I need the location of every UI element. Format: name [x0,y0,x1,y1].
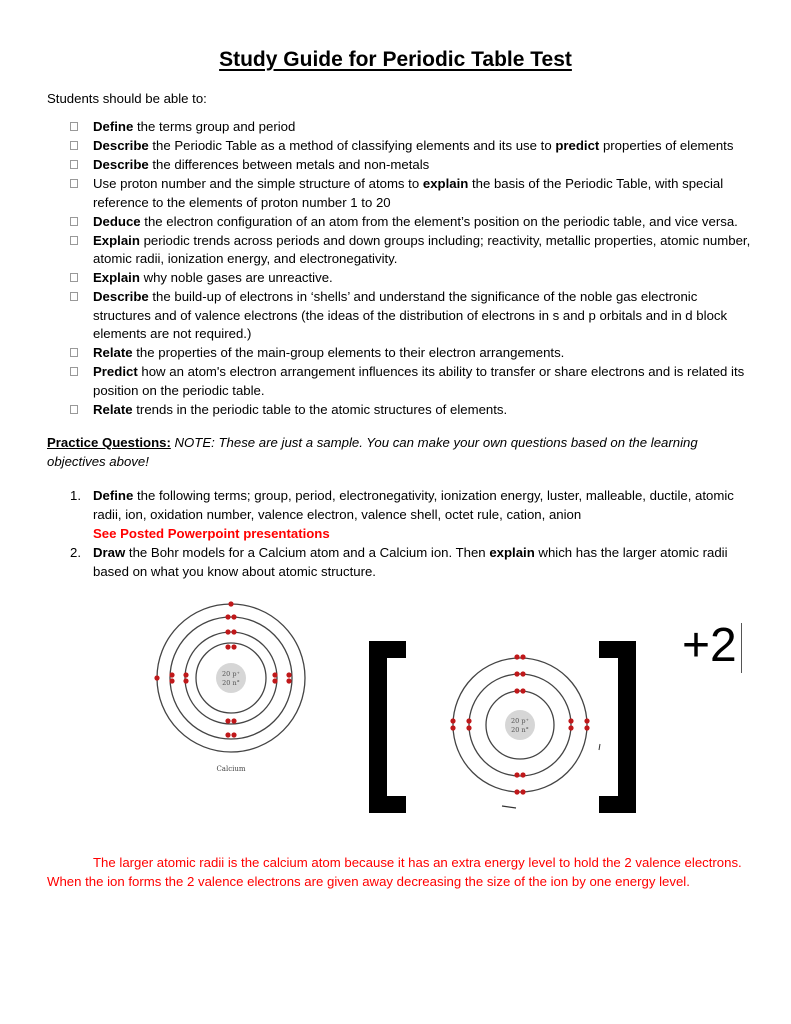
page-title: Study Guide for Periodic Table Test [219,48,572,71]
objective-item: Describe the Periodic Table as a method of classifying elements and its use to predict properties of elements [68,137,758,156]
objective-item: Relate the properties of the main-group elements to their electron arrangements. [68,344,758,363]
calcium-ion-bohr-diagram [440,640,610,810]
questions-list [70,486,750,581]
checkbox-icon [70,217,78,226]
objectives-list [68,118,758,420]
svg-text:20 n°: 20 n° [511,726,529,734]
objective-item: Explain why noble gases are unreactive. [68,269,758,288]
checkbox-icon [70,141,78,150]
svg-text:20 p⁺: 20 p⁺ [511,717,529,725]
checkbox-icon [70,348,78,357]
practice-questions-intro [47,433,747,471]
checkbox-icon [70,405,78,414]
calcium-atom-bohr-diagram [150,596,320,776]
objective-item: Describe the build-up of electrons in ‘shells’ and understand the significance of the noble gas electronic structures and of valence electrons (the ideas of the distribution of electrons in s and p orbitals and in d block elements are not required.) [68,288,758,344]
objective-item: Deduce the electron configuration of an atom from the element’s position on the periodic table, and vice versa. [68,213,758,232]
checkbox-icon [70,122,78,131]
checkbox-icon [70,292,78,301]
nucleus-icon [505,710,535,740]
diagram-caption: Calcium [216,765,246,773]
svg-text:20 p⁺: 20 p⁺ [222,670,240,678]
question-answer: See Posted Powerpoint presentations [93,526,330,541]
answer-paragraph: The larger atomic radii is the calcium atom because it has an extra energy level to hold the 2 valence electrons. When the ion forms the 2 valence electrons are given away decreasing the size of the ion by one energy level. [47,855,742,889]
objective-item: Predict how an atom's electron arrangement influences its ability to transfer or share electrons and is related its position on the periodic table. [68,363,758,400]
intro-text: Students should be able to: [47,91,207,106]
ion-charge-label: +2 [682,619,737,672]
objective-item: Define the terms group and period [68,118,758,137]
objective-item: Describe the differences between metals and non-metals [68,156,758,175]
practice-heading: Practice Questions: [47,435,171,450]
checkbox-icon [70,160,78,169]
checkbox-icon [70,179,78,188]
objective-item: Use proton number and the simple structure of atoms to explain the basis of the Periodic Table, with special reference to the elements of proton number 1 to 20 [68,175,758,212]
checkbox-icon [70,273,78,282]
checkbox-icon [70,367,78,376]
question-item: 1. Define the following terms; group, period, electronegativity, ionization energy, luster, malleable, ductile, atomic radii, ion, oxidation number, valence electron, valence shell, octet rule, cation, anion See Posted Powerpoint presentations [70,488,734,541]
objective-item: Relate trends in the periodic table to the atomic structures of elements. [68,401,758,420]
practice-note: NOTE: These are just a sample. You can make your own questions based on the learning objectives above! [47,435,698,469]
svg-text:20 n°: 20 n° [222,679,240,687]
nucleus-icon [216,663,246,693]
question-item: 2. Draw the Bohr models for a Calcium atom and a Calcium ion. Then explain which has the larger atomic radii based on what you know about atomic structure. [70,545,728,579]
text-cursor [741,623,742,673]
checkbox-icon [70,236,78,245]
objective-item: Explain periodic trends across periods and down groups including; reactivity, metallic properties, atomic number, atomic radii, ionization energy, and electronegativity. [68,232,758,269]
